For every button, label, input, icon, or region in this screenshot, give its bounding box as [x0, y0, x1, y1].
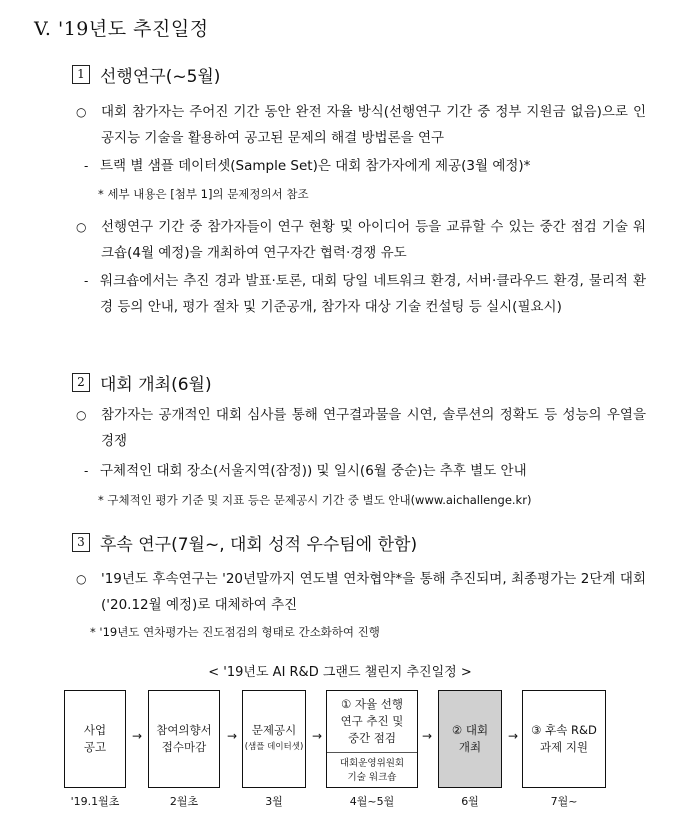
step-label: ③ 후속 R&D 과제 지원: [531, 723, 597, 754]
bullet-dash: -: [84, 159, 89, 173]
arrow-icon: →: [312, 729, 323, 743]
schedule-step-announcement: [64, 690, 126, 788]
section-title: V. '19년도 추진일정: [34, 18, 209, 40]
section-number: 2: [72, 373, 90, 392]
step-label: ② 대회 개최: [451, 723, 489, 754]
section-number: 1: [72, 65, 90, 84]
section-number: 3: [72, 533, 90, 552]
schedule-step-competition: [438, 690, 502, 788]
schedule-step-follow-up: [522, 690, 606, 788]
bullet-circle: ○: [76, 220, 87, 234]
paragraph: [84, 268, 646, 320]
paragraph: [84, 153, 646, 179]
paragraph-text: 대회 참가자는 주어진 기간 동안 완전 자율 방식(선행연구 기간 중 정부 지원금 없음)으로 인공지능 기술을 활용하여 공고된 문제의 해결 방법론을 연구: [101, 104, 646, 146]
step-label: 사업 공고: [83, 723, 107, 754]
footnote: * 세부 내용은 [첨부 1]의 문제정의서 참조: [98, 187, 309, 201]
schedule-step-intent-deadline: [148, 690, 220, 788]
arrow-icon: →: [227, 729, 238, 743]
step-sub-label: (샘플 데이터셋): [244, 742, 304, 752]
step-upper: [327, 691, 417, 753]
section-1-heading: [72, 62, 220, 87]
schedule-title: < '19년도 AI R&D 그랜드 챌린지 추진일정 >: [208, 665, 472, 680]
footnote: * '19년도 연차평가는 진도점검의 형태로 간소화하여 진행: [90, 625, 380, 639]
step-date: 4월~5월: [349, 795, 395, 808]
section-heading-text: 선행연구(~5월): [100, 67, 221, 87]
arrow-icon: →: [132, 729, 143, 743]
bullet-dash: -: [84, 464, 89, 478]
section-heading-text: 후속 연구(7월~, 대회 성적 우수팀에 한함): [100, 535, 418, 555]
bullet-circle: ○: [76, 408, 87, 422]
step-sub-label: 대회운영위원회 기술 워크숍: [339, 758, 405, 783]
paragraph-text: '19년도 후속연구는 '20년말까지 연도별 연차협약*을 통해 추진되며, 최종평가는 2단계 대회('20.12월 예정)로 대체하여 추진: [101, 571, 646, 613]
section-2-heading: [72, 370, 212, 395]
arrow-icon: →: [508, 729, 519, 743]
paragraph: [76, 566, 646, 618]
paragraph: [76, 99, 646, 151]
schedule-step-prior-research: [326, 690, 418, 788]
step-date: 7월~: [550, 795, 578, 808]
paragraph-text: 선행연구 기간 중 참가자들이 연구 현황 및 아이디어 등을 교류할 수 있는 중간 점검 기술 워크숍(4월 예정)을 개최하여 연구자간 협력·경쟁 유도: [101, 219, 647, 261]
section-heading-text: 대회 개최(6월): [100, 375, 212, 395]
step-date: '19.1월초: [70, 795, 120, 808]
paragraph: [76, 402, 646, 454]
paragraph: [84, 458, 646, 484]
bullet-dash: -: [84, 274, 89, 288]
paragraph-text: 트랙 별 샘플 데이터셋(Sample Set)은 대회 참가자에게 제공(3월 예정)*: [100, 158, 531, 174]
bullet-circle: ○: [76, 105, 87, 119]
section-3-heading: [72, 530, 417, 555]
step-label: 참여의향서 접수마감: [156, 723, 212, 754]
paragraph: [76, 214, 646, 266]
step-date: 3월: [265, 795, 283, 808]
paragraph-text: 참가자는 공개적인 대회 심사를 통해 연구결과물을 시연, 솔루션의 정확도 등 성능의 우열을 경쟁: [101, 407, 646, 449]
arrow-icon: →: [422, 729, 433, 743]
step-date: 6월: [461, 795, 479, 808]
step-label: ① 자율 선행 연구 추진 및 중간 점검: [340, 697, 404, 745]
step-label: 문제공시: [251, 723, 297, 737]
footnote: * 구체적인 평가 기준 및 지표 등은 문제공시 기간 중 별도 안내(www.aichallenge.kr): [98, 493, 532, 507]
bullet-circle: ○: [76, 572, 87, 586]
step-date: 2월초: [169, 795, 199, 808]
paragraph-text: 워크숍에서는 추진 경과 발표·토론, 대회 당일 네트워크 환경, 서버·클라우드 환경, 물리적 환경 등의 안내, 평가 절차 및 기준공개, 참가자 대상 기술 컨설팅 등 실시(필요시): [100, 273, 646, 315]
paragraph-text: 구체적인 대회 장소(서울지역(잠정)) 및 일시(6월 중순)는 추후 별도 안내: [100, 463, 527, 479]
schedule-step-problem-notice: [242, 690, 306, 788]
